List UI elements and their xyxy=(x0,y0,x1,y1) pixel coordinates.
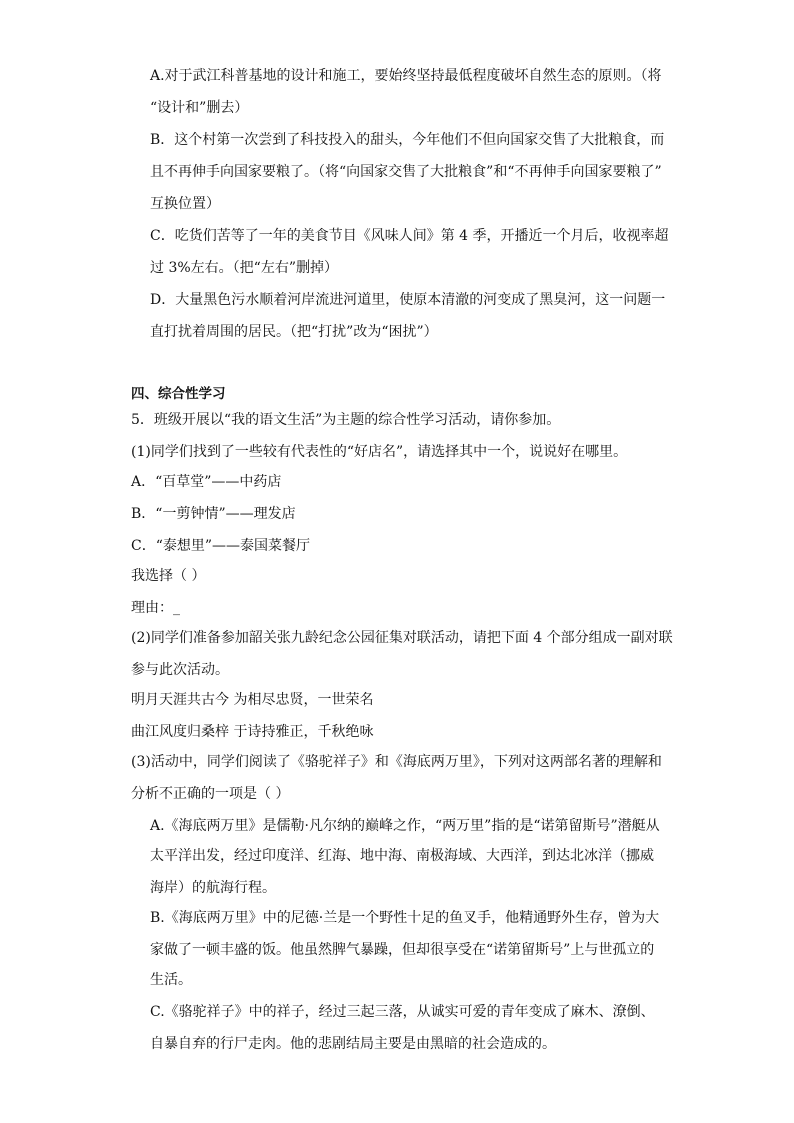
choice-blank: 我选择（ ） xyxy=(131,568,206,584)
novel-option-a-line-2: 太平洋出发，经过印度洋、红海、地中海、南极海域、大西洋，到达北冰洋（挪威 xyxy=(150,848,654,864)
reason-blank: 理由：_ xyxy=(131,600,180,616)
subquestion-3-line-1: (3)活动中，同学们阅读了《骆驼祥子》和《海底两万里》，下列对这两部名著的理解和 xyxy=(131,754,662,770)
couplet-parts-2: 曲江风度归桑梓 于诗持雅正，千秋绝咏 xyxy=(131,724,374,740)
option-b-line-2: 且不再伸手向国家要粮了。（将“向国家交售了大批粮食”和“不再伸手向国家要粮了” xyxy=(150,164,662,180)
subquestion-2-line-1: (2)同学们准备参加韶关张九龄纪念公园征集对联活动，请把下面 4 个部分组成一副对联 xyxy=(131,630,673,646)
novel-option-a-line-1: A.《海底两万里》是儒勒·凡尔纳的巅峰之作，“两万里”指的是“诺第留斯号”潜艇从 xyxy=(150,818,660,834)
couplet-parts-1: 明月天涯共古今 为相尽忠贤，一世荣名 xyxy=(131,692,374,708)
novel-option-a-line-3: 海岸）的航海行程。 xyxy=(150,880,276,896)
novel-option-b-line-3: 生活。 xyxy=(150,972,192,988)
novel-option-c-line-1: C.《骆驼祥子》中的祥子，经过三起三落，从诚实可爱的青年变成了麻木、潦倒、 xyxy=(150,1004,655,1020)
shop-option-c: C．“泰想里”——泰国菜餐厅 xyxy=(131,538,311,554)
section-heading: 四、综合性学习 xyxy=(131,386,226,402)
option-b-line-1: B．这个村第一次尝到了科技投入的甜头，今年他们不但向国家交售了大批粮食，而 xyxy=(150,132,665,148)
option-c-line-2: 过 3%左右。（把“左右”删掉） xyxy=(150,260,338,276)
subquestion-2-line-2: 参与此次活动。 xyxy=(131,662,229,678)
option-b-line-3: 互换位置） xyxy=(150,196,220,212)
novel-option-b-line-1: B.《海底两万里》中的尼德·兰是一个野性十足的鱼叉手，他精通野外生存，曾为大 xyxy=(150,910,660,926)
option-a-line-2: “设计和”删去） xyxy=(150,100,249,116)
novel-option-b-line-2: 家做了一顿丰盛的饭。他虽然脾气暴躁，但却很享受在“诺第留斯号”上与世孤立的 xyxy=(150,942,655,958)
option-d-line-2: 直打扰着周围的居民。（把“打扰”改为“困扰”） xyxy=(150,324,438,340)
shop-option-a: A．“百草堂”——中药店 xyxy=(131,474,282,490)
option-a-line-1: A.对于武江科普基地的设计和施工，要始终坚持最低程度破坏自然生态的原则。（将 xyxy=(150,68,662,84)
option-d-line-1: D．大量黑色污水顺着河岸流进河道里，使原本清澈的河变成了黑臭河，这一问题一 xyxy=(150,292,666,308)
shop-option-b: B．“一剪钟情”——理发店 xyxy=(131,506,296,522)
subquestion-3-line-2: 分析不正确的一项是（ ） xyxy=(131,786,290,802)
novel-option-c-line-2: 自暴自弃的行尸走肉。他的悲剧结局主要是由黑暗的社会造成的。 xyxy=(150,1036,556,1052)
option-c-line-1: C．吃货们苦等了一年的美食节目《风味人间》第 4 季，开播近一个月后，收视率超 xyxy=(150,228,669,244)
question-5-stem: 5．班级开展以“我的语文生活”为主题的综合性学习活动，请你参加。 xyxy=(131,412,561,428)
subquestion-1: (1)同学们找到了一些较有代表性的“好店名”，请选择其中一个，说说好在哪里。 xyxy=(131,444,628,460)
